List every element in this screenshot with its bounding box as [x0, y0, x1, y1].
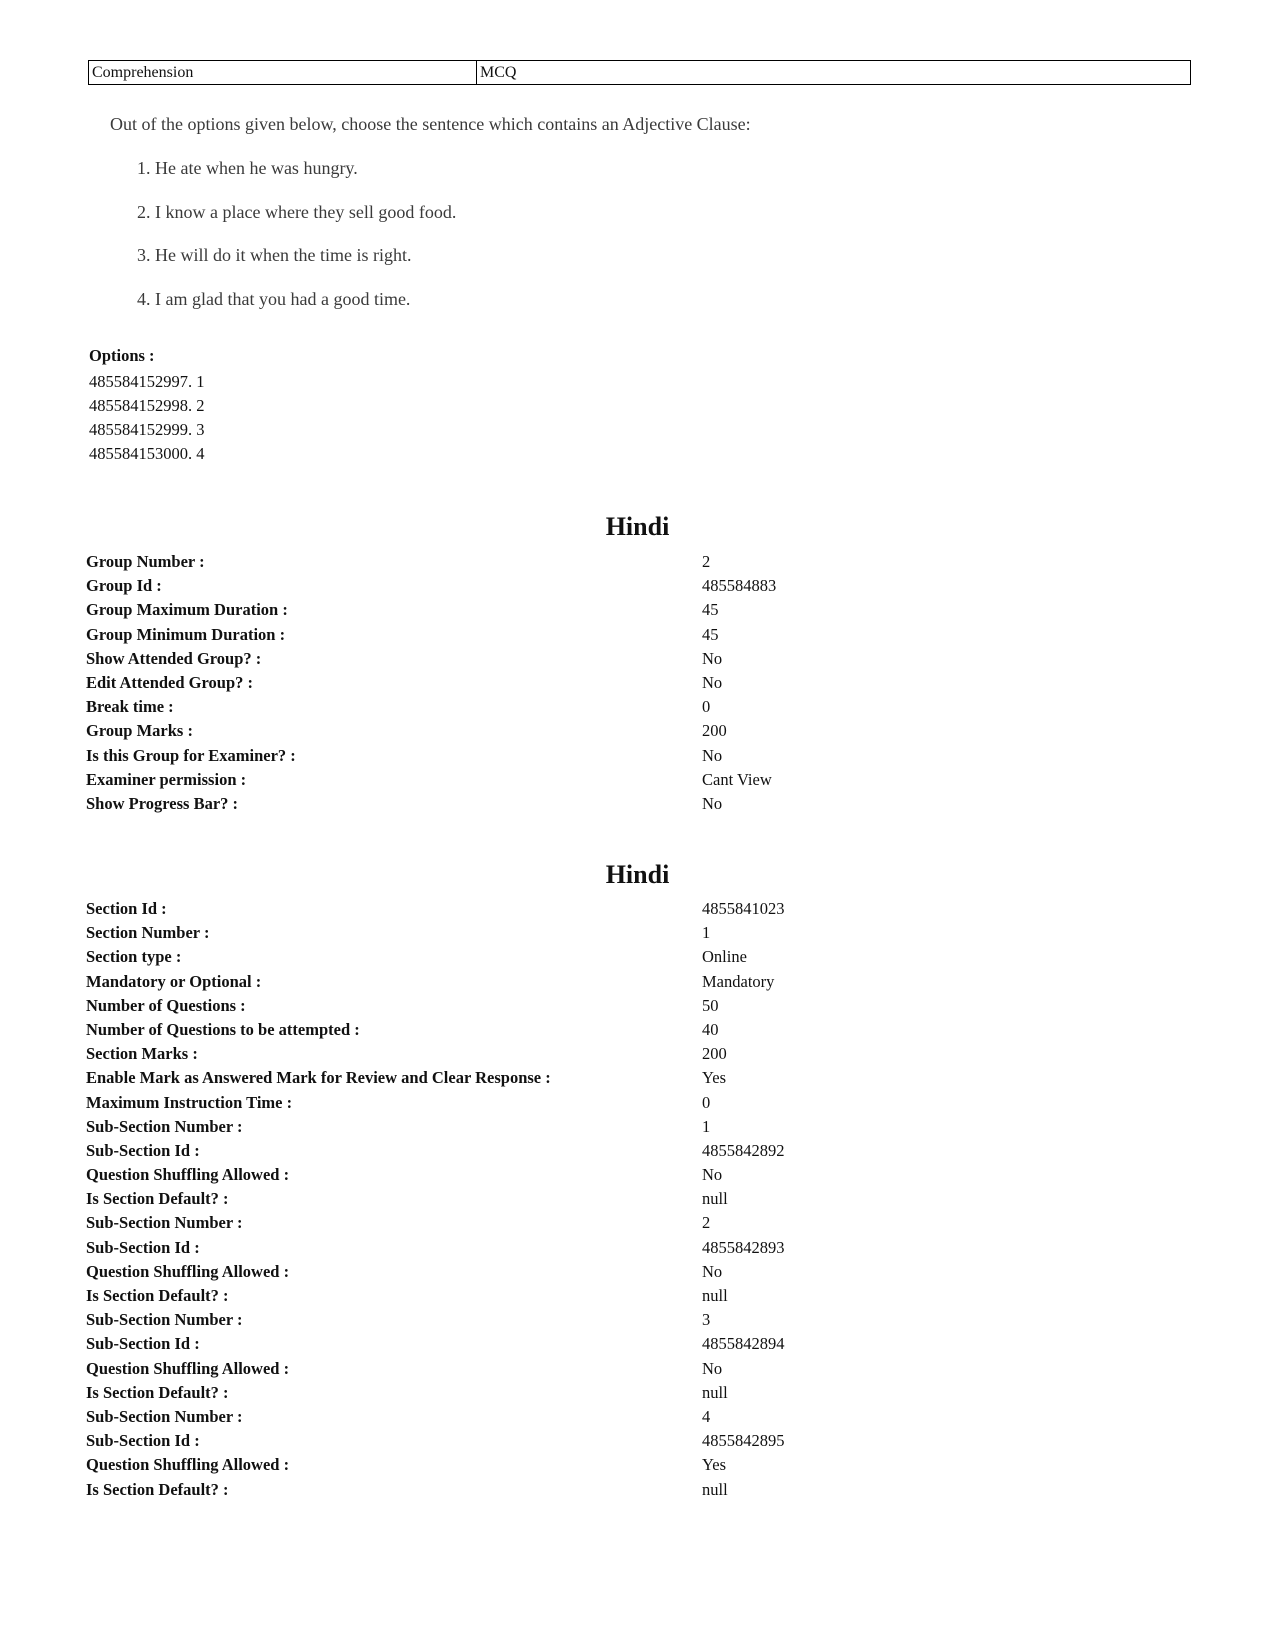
- detail-value: 1: [702, 923, 711, 943]
- group-details: [86, 550, 1186, 816]
- detail-value: 200: [702, 1044, 727, 1064]
- detail-row: [86, 1018, 1186, 1042]
- options-label: Options :: [89, 346, 155, 365]
- detail-label: Group Id :: [86, 576, 162, 596]
- detail-value: 50: [702, 995, 719, 1015]
- detail-value: 45: [702, 624, 719, 644]
- detail-row: [86, 1211, 1186, 1235]
- options-list: [89, 346, 205, 466]
- detail-row: [86, 1332, 1186, 1356]
- option-item: 485584152998. 2: [89, 396, 205, 415]
- detail-label: Enable Mark as Answered Mark for Review and Clear Response :: [86, 1068, 551, 1088]
- detail-row: [86, 623, 1186, 647]
- question-item: 4. I am glad that you had a good time.: [137, 289, 411, 309]
- detail-row: [86, 921, 1186, 945]
- option-item: 485584153000. 4: [89, 444, 205, 463]
- detail-row: [86, 1139, 1186, 1163]
- detail-row: [86, 647, 1186, 671]
- detail-value: No: [702, 745, 723, 765]
- detail-label: Break time :: [86, 697, 174, 717]
- detail-value: null: [702, 1479, 728, 1499]
- question-type-cell: MCQ: [477, 61, 1191, 85]
- detail-label: Edit Attended Group? :: [86, 672, 254, 692]
- detail-label: Question Shuffling Allowed :: [86, 1261, 290, 1281]
- detail-row: [86, 1478, 1186, 1502]
- detail-label: Section Number :: [86, 923, 210, 943]
- detail-label: Show Progress Bar? :: [86, 793, 239, 813]
- detail-value: 3: [702, 1310, 711, 1330]
- detail-label: Question Shuffling Allowed :: [86, 1165, 290, 1185]
- detail-value: Yes: [702, 1068, 727, 1088]
- detail-row: [86, 1308, 1186, 1332]
- detail-row: [86, 1187, 1186, 1211]
- detail-value: No: [702, 1261, 723, 1281]
- detail-value: 45: [702, 600, 719, 620]
- detail-row: [86, 574, 1186, 598]
- detail-value: 1: [702, 1116, 711, 1136]
- detail-row: [86, 671, 1186, 695]
- detail-value: 2: [702, 552, 711, 571]
- detail-value: Mandatory: [702, 971, 775, 991]
- detail-value: 485584883: [702, 576, 777, 596]
- detail-label: Sub-Section Number :: [86, 1116, 243, 1136]
- detail-value: 4855842892: [702, 1140, 785, 1160]
- detail-value: Online: [702, 947, 747, 967]
- detail-row: [86, 695, 1186, 719]
- detail-label: Question Shuffling Allowed :: [86, 1358, 290, 1378]
- detail-row: [86, 792, 1186, 816]
- detail-label: Sub-Section Number :: [86, 1213, 243, 1233]
- question-type-table: [88, 60, 1191, 85]
- detail-value: No: [702, 672, 723, 692]
- question-item: 1. He ate when he was hungry.: [137, 158, 358, 178]
- table-row: [89, 61, 1191, 85]
- detail-value: No: [702, 648, 723, 668]
- detail-row: [86, 744, 1186, 768]
- question-item: 2. I know a place where they sell good food.: [137, 202, 457, 222]
- detail-row: [86, 897, 1186, 921]
- detail-label: Is Section Default? :: [86, 1286, 229, 1305]
- detail-row: [86, 1405, 1186, 1429]
- detail-row: [86, 1066, 1186, 1090]
- detail-label: Group Marks :: [86, 721, 193, 741]
- detail-row: [86, 1091, 1186, 1115]
- detail-row: [86, 1357, 1186, 1381]
- group-title: Hindi: [605, 512, 670, 541]
- detail-label: Mandatory or Optional :: [86, 971, 262, 991]
- detail-label: Question Shuffling Allowed :: [86, 1455, 290, 1475]
- detail-value: 4855842895: [702, 1431, 785, 1451]
- detail-row: [86, 1453, 1186, 1477]
- detail-row: [86, 1042, 1186, 1066]
- detail-label: Number of Questions to be attempted :: [86, 1019, 360, 1039]
- detail-label: Maximum Instruction Time :: [86, 1092, 293, 1112]
- detail-value: Yes: [702, 1455, 727, 1475]
- detail-row: [86, 768, 1186, 792]
- question-category-cell: Comprehension: [89, 61, 477, 85]
- detail-value: 4855841023: [702, 899, 785, 918]
- question-prompt: Out of the options given below, choose the sentence which contains an Adjective Clause:: [110, 114, 751, 134]
- detail-label: Is Section Default? :: [86, 1479, 229, 1499]
- detail-value: 40: [702, 1019, 719, 1039]
- detail-row: [86, 1284, 1186, 1308]
- detail-row: [86, 1163, 1186, 1187]
- detail-label: Show Attended Group? :: [86, 648, 262, 668]
- detail-row: [86, 1236, 1186, 1260]
- detail-label: Group Maximum Duration :: [86, 600, 288, 620]
- detail-row: [86, 1429, 1186, 1453]
- detail-value: No: [702, 793, 723, 813]
- detail-label: Is Section Default? :: [86, 1189, 229, 1209]
- detail-value: Cant View: [702, 769, 772, 789]
- detail-value: 4: [702, 1406, 711, 1426]
- detail-label: Group Number :: [86, 552, 205, 571]
- detail-value: 2: [702, 1213, 711, 1233]
- detail-label: Sub-Section Id :: [86, 1431, 200, 1451]
- detail-row: [86, 994, 1186, 1018]
- question-item: 3. He will do it when the time is right.: [137, 245, 412, 265]
- detail-label: Number of Questions :: [86, 995, 246, 1015]
- detail-row: [86, 598, 1186, 622]
- section-title: Hindi: [605, 860, 670, 889]
- option-item: 485584152997. 1: [89, 372, 205, 391]
- detail-value: 4855842894: [702, 1334, 785, 1354]
- detail-value: 0: [702, 1092, 711, 1112]
- question-image: [110, 106, 830, 326]
- detail-label: Is this Group for Examiner? :: [86, 745, 296, 765]
- detail-value: 200: [702, 721, 727, 741]
- detail-label: Sub-Section Number :: [86, 1406, 243, 1426]
- detail-value: 4855842893: [702, 1237, 785, 1257]
- detail-value: null: [702, 1382, 728, 1402]
- detail-value: 0: [702, 697, 711, 717]
- detail-row: [86, 1260, 1186, 1284]
- detail-label: Sub-Section Id :: [86, 1237, 200, 1257]
- detail-value: null: [702, 1286, 728, 1305]
- detail-label: Sub-Section Number :: [86, 1310, 243, 1330]
- section-details: [86, 897, 1186, 1502]
- detail-row: [86, 970, 1186, 994]
- detail-label: Section Marks :: [86, 1044, 198, 1064]
- detail-row: [86, 1381, 1186, 1405]
- detail-value: No: [702, 1165, 723, 1185]
- detail-label: Section type :: [86, 947, 182, 967]
- detail-value: No: [702, 1358, 723, 1378]
- option-item: 485584152999. 3: [89, 420, 205, 439]
- detail-label: Section Id :: [86, 899, 167, 918]
- detail-row: [86, 550, 1186, 574]
- detail-label: Group Minimum Duration :: [86, 624, 286, 644]
- detail-row: [86, 1115, 1186, 1139]
- detail-label: Sub-Section Id :: [86, 1334, 200, 1354]
- detail-row: [86, 719, 1186, 743]
- detail-value: null: [702, 1189, 728, 1209]
- detail-label: Sub-Section Id :: [86, 1140, 200, 1160]
- detail-label: Examiner permission :: [86, 769, 247, 789]
- detail-row: [86, 945, 1186, 969]
- detail-label: Is Section Default? :: [86, 1382, 229, 1402]
